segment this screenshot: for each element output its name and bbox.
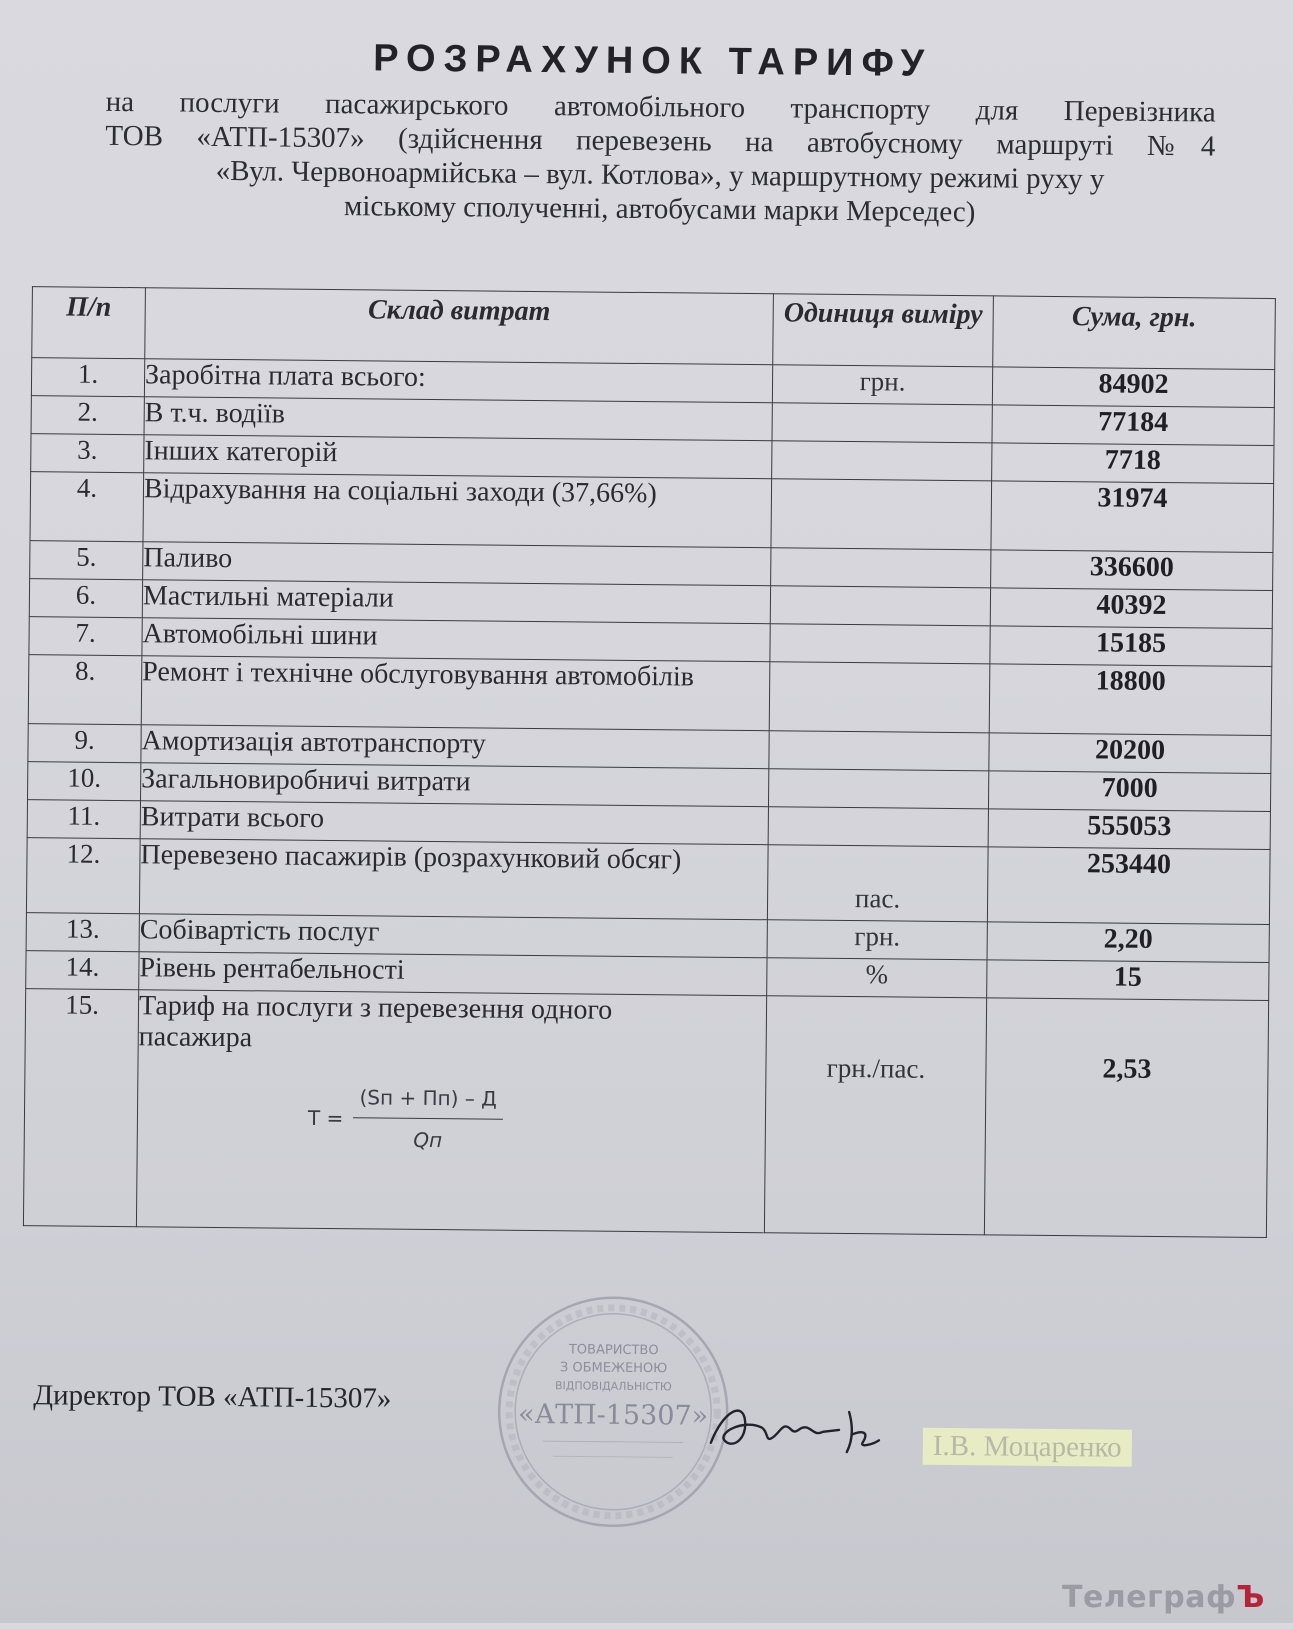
row-name: Собівартість послуг: [139, 914, 767, 958]
row-unit: грн.: [767, 920, 987, 960]
row-unit: [771, 479, 992, 550]
row-sum: 77184: [992, 405, 1274, 446]
table-row: [28, 655, 1272, 736]
row-name: Рівень рентабельності: [139, 952, 767, 996]
row-num: 4.: [30, 472, 144, 542]
row-num: 10.: [28, 762, 141, 801]
row-name: Автомобільні шини: [142, 618, 770, 662]
formula-denominator: Qп: [413, 1127, 443, 1153]
row-sum: 2,20: [987, 922, 1269, 963]
formula-lhs: T =: [307, 1105, 344, 1131]
table-row: [26, 838, 1270, 925]
row-num: 3.: [31, 434, 144, 473]
row-unit: [771, 548, 991, 588]
subtitle-line: ТОВ «АТП-15307» (здійснення перевезень на автобусному маршруті №4: [105, 119, 1216, 163]
row-unit: грн./пас.: [764, 996, 986, 1235]
signer-title: Директор ТОВ «АТП-15307»: [33, 1379, 392, 1415]
tariff-table: [23, 286, 1276, 1238]
row-sum: 2,53: [984, 998, 1268, 1238]
stamp-line: ВІДПОВІДАЛЬНІСТЮ: [554, 1379, 672, 1394]
document-title: РОЗРАХУНОК ТАРИФУ: [372, 37, 933, 85]
row-unit: [770, 586, 990, 626]
row-name: Амортизація автотранспорту: [141, 725, 769, 769]
header-num: П/п: [32, 287, 146, 359]
row-name: Перевезено пасажирів (розрахунковий обсяг): [139, 839, 768, 920]
row-name: Ремонт і технічне обслуговування автомобілів: [141, 656, 770, 731]
row-num: 5.: [30, 541, 143, 580]
row-name: В т.ч. водіїв: [144, 397, 772, 441]
document-subtitle: [105, 85, 1216, 232]
row-num: 2.: [31, 396, 144, 435]
row-name: Заробітна плата всього:: [144, 359, 772, 403]
row-unit: [769, 662, 990, 733]
row-sum: 18800: [989, 664, 1272, 736]
row-name: Паливо: [143, 542, 771, 586]
row-sum: 7000: [988, 771, 1270, 812]
director-signature: [703, 1391, 904, 1473]
watermark-last-letter: Ъ: [1236, 1580, 1265, 1615]
stamp-icon: [492, 1291, 734, 1533]
row-num: 8.: [28, 655, 142, 725]
row-unit: [770, 624, 990, 664]
header-unit: Одиниця виміру: [773, 294, 994, 367]
row-sum: 15185: [990, 626, 1272, 667]
row-sum: 555053: [988, 809, 1270, 850]
header-sum: Сума, грн.: [993, 296, 1276, 370]
row-num: 9.: [28, 724, 141, 763]
row-sum: 253440: [987, 847, 1270, 925]
row-num: 6.: [29, 579, 142, 618]
row-name: Витрати всього: [140, 801, 768, 845]
subtitle-line: міському сполученні, автобусами марки Мерседес): [343, 190, 976, 229]
subtitle-line: «Вул. Червоноармійська – вул. Котлова», у маршрутному режимі руху у: [215, 154, 1105, 196]
table-row: [30, 472, 1274, 553]
row-unit: [769, 731, 989, 771]
subtitle-line: на послуги пасажирського автомобільного транспорту для Перевізника: [105, 85, 1216, 129]
row-num: 13.: [26, 913, 139, 952]
stamp-line: ТОВАРИСТВО: [568, 1342, 659, 1359]
header-name: Склад витрат: [145, 288, 774, 365]
row-unit: пас.: [767, 845, 988, 922]
watermark-text: Телеграф: [1062, 1580, 1237, 1615]
row-num: 12.: [26, 838, 140, 914]
watermark-logo: [1062, 1580, 1265, 1615]
company-stamp: [492, 1291, 734, 1533]
row-sum: 40392: [990, 588, 1272, 629]
stamp-line: З ОБМЕЖЕНОЮ: [559, 1360, 668, 1377]
row-name-tariff: [136, 990, 766, 1233]
row-unit: [768, 769, 988, 809]
row-sum: 7718: [992, 443, 1274, 484]
row-unit: грн.: [772, 365, 992, 405]
row-sum: 20200: [989, 733, 1271, 774]
row-num: 1.: [31, 358, 144, 397]
stamp-center-text: «АТП-15307»: [517, 1398, 709, 1432]
row-name: Інших категорій: [144, 435, 772, 479]
row-num: 14.: [26, 951, 139, 990]
row-sum: 84902: [992, 367, 1274, 408]
row-unit: %: [767, 958, 987, 998]
row-name: Тариф на послуги з перевезення одного пасажира: [138, 990, 613, 1054]
table-row: [23, 989, 1268, 1238]
row-num: 7.: [29, 617, 142, 656]
row-unit: [768, 807, 988, 847]
signer-name: І.В. Моцаренко: [923, 1428, 1132, 1467]
row-sum: 336600: [991, 550, 1273, 591]
tariff-formula: [308, 1082, 766, 1159]
formula-numerator: (Sп + Пп) – Д: [353, 1082, 503, 1119]
row-name: Загальновиробничі витрати: [141, 763, 769, 807]
row-unit: [772, 403, 992, 443]
row-sum: 15: [987, 960, 1269, 1001]
row-sum: 31974: [991, 481, 1274, 553]
row-num: 11.: [27, 800, 140, 839]
row-name: Відрахування на соціальні заходи (37,66%): [143, 473, 772, 548]
row-num: 15.: [23, 989, 138, 1227]
row-name: Мастильні матеріали: [142, 580, 770, 624]
row-unit: [772, 441, 992, 481]
formula-fraction: [353, 1082, 503, 1156]
